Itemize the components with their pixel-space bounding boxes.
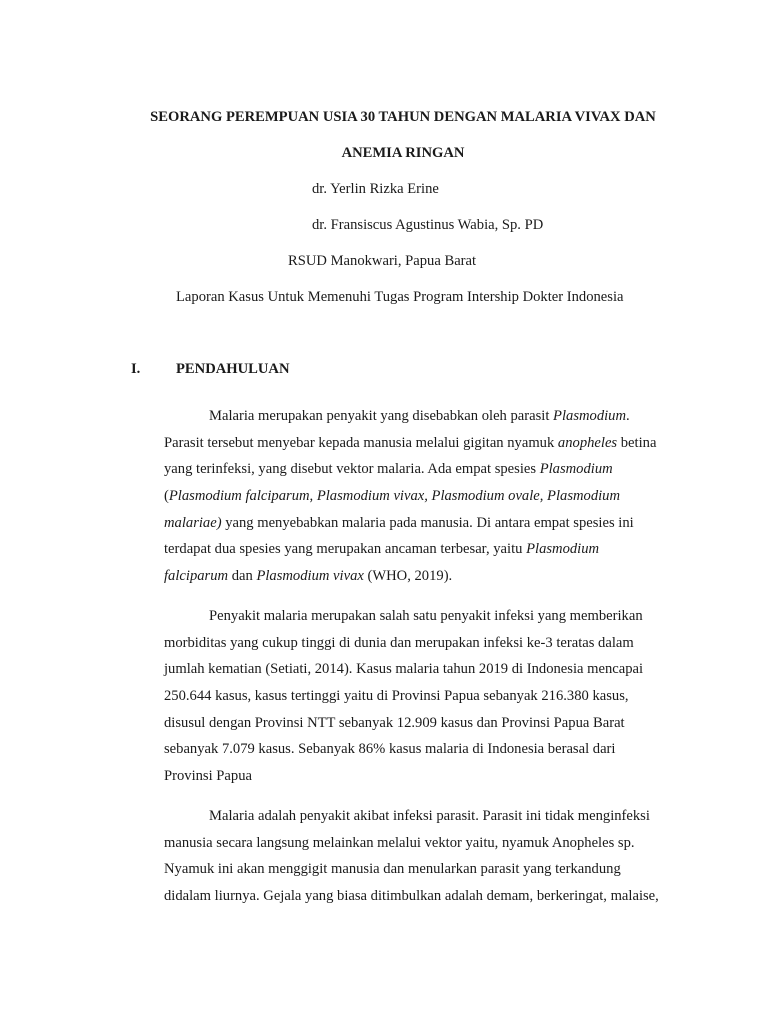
paragraph-line: falciparum dan Plasmodium vivax (WHO, 2019). xyxy=(164,568,453,585)
section-number: I. xyxy=(131,361,141,377)
paragraph-line: disusul dengan Provinsi NTT sebanyak 12.909 kasus dan Provinsi Papua Barat xyxy=(164,714,625,731)
report-purpose: Laporan Kasus Untuk Memenuhi Tugas Program Intership Dokter Indonesia xyxy=(176,289,624,305)
author-1: dr. Yerlin Rizka Erine xyxy=(312,181,439,197)
paragraph-line: jumlah kematian (Setiati, 2014). Kasus malaria tahun 2019 di Indonesia mencapai xyxy=(164,661,644,678)
paragraph-line: Malaria merupakan penyakit yang disebabkan oleh parasit Plasmodium. xyxy=(209,408,630,424)
paragraph-line: sebanyak 7.079 kasus. Sebanyak 86% kasus malaria di Indonesia berasal dari xyxy=(164,741,616,758)
paragraph-line: Malaria adalah penyakit akibat infeksi parasit. Parasit ini tidak menginfeksi xyxy=(209,808,650,824)
paragraph-line: malariae) yang menyebabkan malaria pada manusia. Di antara empat spesies ini xyxy=(164,514,634,531)
paragraph-line: Penyakit malaria merupakan salah satu penyakit infeksi yang memberikan xyxy=(209,608,643,624)
paragraph-3 xyxy=(164,803,676,910)
paragraph-1 xyxy=(164,403,676,590)
title-line-1: SEORANG PEREMPUAN USIA 30 TAHUN DENGAN MALARIA VIVAX DAN xyxy=(150,109,656,125)
paragraph-line: 250.644 kasus, kasus tertinggi yaitu di Provinsi Papua sebanyak 216.380 kasus, xyxy=(164,688,629,705)
paragraph-line: didalam liurnya. Gejala yang biasa ditimbulkan adalah demam, berkeringat, malaise, xyxy=(164,888,659,905)
title-line-2: ANEMIA RINGAN xyxy=(341,145,465,161)
paragraph-line: manusia secara langsung melainkan melalui vektor yaitu, nyamuk Anopheles sp. xyxy=(164,834,635,851)
paragraph-line: terdapat dua spesies yang merupakan ancaman terbesar, yaitu Plasmodium xyxy=(164,541,600,558)
paragraph-line: Parasit tersebut menyebar kepada manusia melalui gigitan nyamuk anopheles betina xyxy=(164,434,657,451)
institution: RSUD Manokwari, Papua Barat xyxy=(288,253,477,269)
paragraph-line: morbiditas yang cukup tinggi di dunia dan merupakan infeksi ke-3 teratas dalam xyxy=(164,634,634,651)
paragraph-line: yang terinfeksi, yang disebut vektor malaria. Ada empat spesies Plasmodium xyxy=(164,461,613,478)
paragraph-line: Nyamuk ini akan menggigit manusia dan menularkan parasit yang terkandung xyxy=(164,861,621,878)
paragraph-line: (Plasmodium falciparum, Plasmodium vivax, Plasmodium ovale, Plasmodium xyxy=(164,488,621,505)
section-title: PENDAHULUAN xyxy=(176,361,290,377)
paragraph-line: Provinsi Papua xyxy=(164,768,252,785)
paragraph-2 xyxy=(164,603,676,790)
author-2: dr. Fransiscus Agustinus Wabia, Sp. PD xyxy=(312,217,544,233)
